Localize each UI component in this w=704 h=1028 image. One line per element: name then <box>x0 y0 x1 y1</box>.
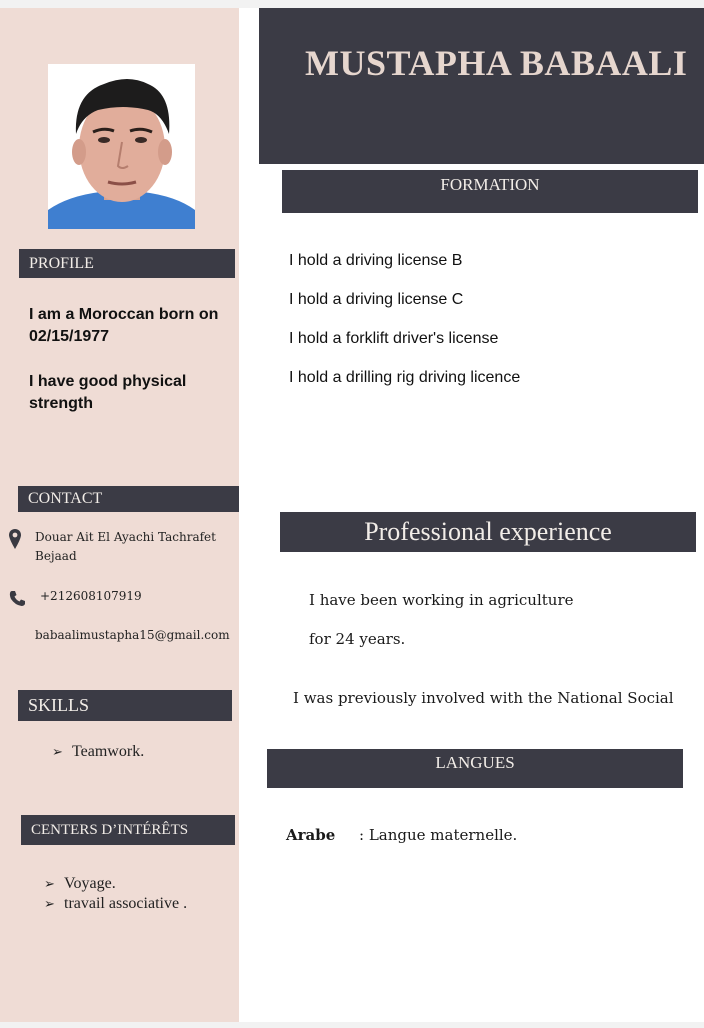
resume-page <box>0 8 704 1022</box>
candidate-name: MUSTAPHA BABAALI <box>305 43 688 83</box>
language-level: : Langue maternelle. <box>359 826 518 844</box>
formation-heading: FORMATION <box>282 170 698 213</box>
skill-item: ➢ Teamwork. <box>52 742 144 763</box>
interest-item: ➢ Voyage. <box>44 874 116 895</box>
profile-birth-text: I am a Moroccan born on 02/15/1977 <box>29 306 219 345</box>
name-header <box>259 8 704 164</box>
interests-heading: CENTERS D’INTÉRÊTS <box>21 815 235 845</box>
interest-item: ➢ travail associative . <box>44 894 187 915</box>
map-pin-icon <box>9 529 21 554</box>
language-name: Arabe <box>286 826 336 844</box>
formation-item: I hold a driving license C <box>289 291 464 308</box>
sidebar <box>0 8 239 1022</box>
formation-item: I hold a forklift driver's license <box>289 330 499 347</box>
arrow-bullet-icon: ➢ <box>52 745 63 760</box>
contact-address: Douar Ait El Ayachi Tachrafet Bejaad <box>35 530 216 563</box>
experience-heading: Professional experience <box>280 512 696 552</box>
profile-photo <box>48 64 195 229</box>
arrow-bullet-icon: ➢ <box>44 877 55 892</box>
profile-strength-text: I have good physical strength <box>29 373 187 412</box>
formation-item: I hold a drilling rig driving licence <box>289 369 521 386</box>
experience-text: for 24 years. <box>309 630 406 648</box>
arrow-bullet-icon: ➢ <box>44 897 55 912</box>
contact-email[interactable]: babaalimustapha15@gmail.com <box>35 628 230 642</box>
formation-item: I hold a driving license B <box>289 252 463 269</box>
profile-heading: PROFILE <box>19 249 235 278</box>
experience-text: I was previously involved with the National Social <box>293 689 674 707</box>
languages-heading: LANGUES <box>267 749 683 788</box>
contact-heading: CONTACT <box>18 486 239 512</box>
skills-heading: SKILLS <box>18 690 232 721</box>
phone-icon <box>9 590 26 612</box>
contact-phone[interactable]: +212608107919 <box>40 589 142 603</box>
experience-text: I have been working in agriculture <box>309 591 574 609</box>
